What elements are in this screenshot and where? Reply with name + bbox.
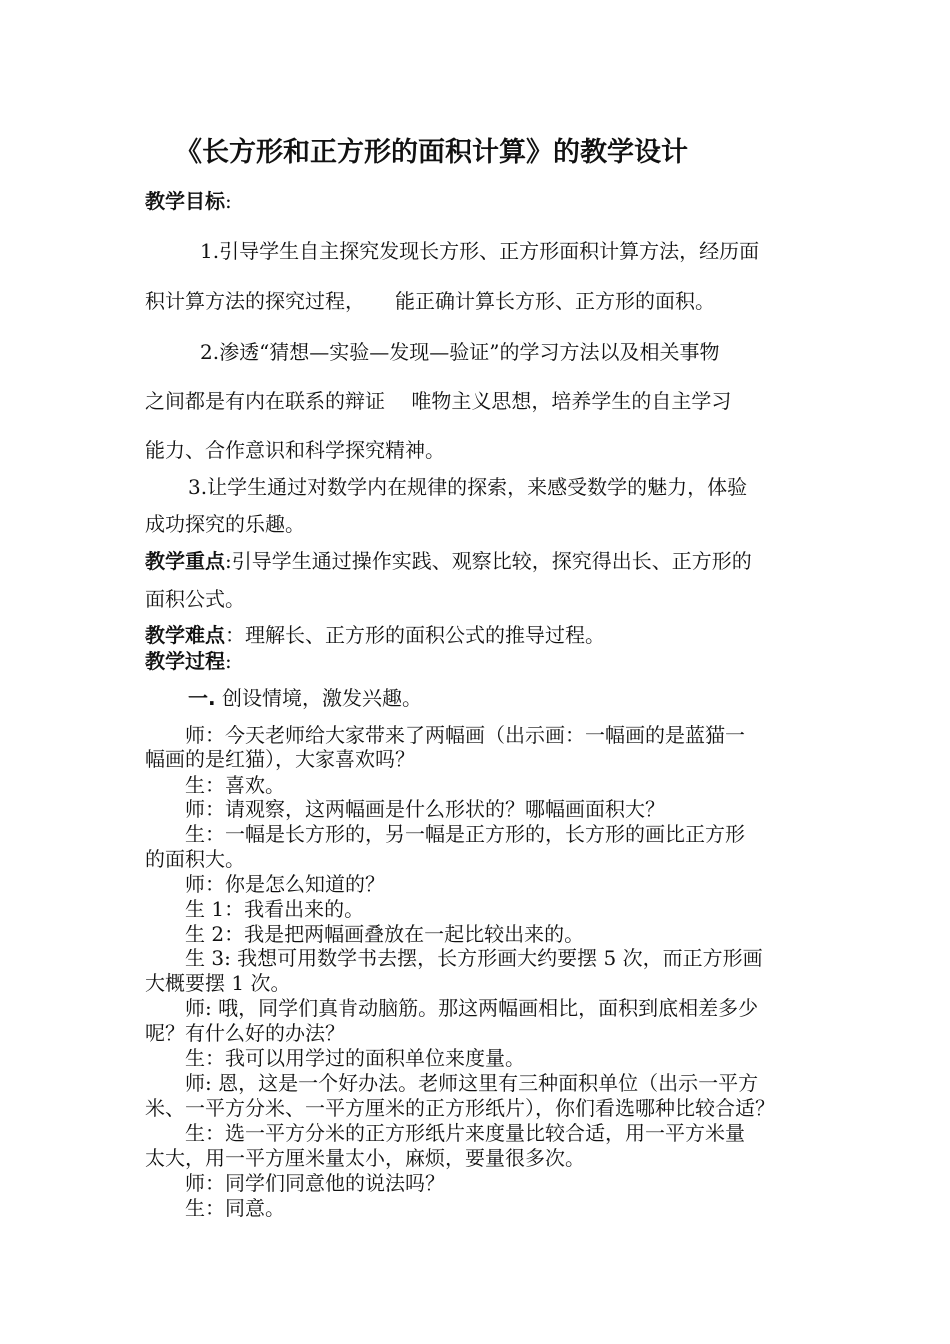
difficulty-line: [145, 622, 605, 648]
objective-2-line-2: 之间都是有内在联系的辩证 唯物主义思想，培养学生的自主学习: [145, 389, 732, 413]
section-1-heading: [188, 685, 422, 711]
dialogue-line: 师：今天老师给大家带来了两幅画（出示画：一幅画的是蓝猫一: [145, 723, 745, 747]
section-1-title: 创设情境，激发兴趣。: [215, 686, 422, 710]
dialogue-line: 生：喜欢。: [145, 773, 285, 797]
objectives-heading-line: [145, 188, 232, 214]
section-1-number: 一.: [188, 686, 216, 710]
dialogue-line: 师：同学们同意他的说法吗？: [145, 1171, 445, 1195]
dialogue-line: 幅画的是红猫），大家喜欢吗？: [145, 747, 415, 771]
difficulty-text: ：理解长、正方形的面积公式的推导过程。: [225, 623, 605, 647]
objective-3-line-1: 3.让学生通过对数学内在规律的探索，来感受数学的魅力，体验: [188, 475, 748, 499]
document-title: 《长方形和正方形的面积计算》的教学设计: [175, 137, 688, 168]
dialogue-line: 师：请观察，这两幅画是什么形状的？哪幅画面积大？: [145, 797, 665, 821]
dialogue-line: 生 1：我看出来的。: [145, 897, 365, 921]
objectives-colon: :: [225, 189, 232, 213]
dialogue-line: 米、一平方分米、一平方厘米的正方形纸片），你们看选哪种比较合适？: [145, 1096, 775, 1120]
dialogue-line: 生：选一平方分米的正方形纸片来度量比较合适，用一平方米量: [145, 1121, 745, 1145]
process-colon: :: [225, 649, 232, 673]
process-heading-line: [145, 648, 232, 674]
dialogue-line: 太大，用一平方厘米量太小，麻烦，要量很多次。: [145, 1146, 585, 1170]
dialogue-line: 师: 恩，这是一个好办法。老师这里有三种面积单位（出示一平方: [145, 1071, 759, 1095]
key-point-line-1: [145, 548, 752, 574]
objective-3-line-2: 成功探究的乐趣。: [145, 512, 305, 536]
dialogue-line: 生 3: 我想可用数学书去摆，长方形画大约要摆 5 次，而正方形画: [145, 946, 763, 970]
dialogue-line: 的面积大。: [145, 847, 245, 871]
process-heading: 教学过程: [145, 649, 225, 673]
objective-2-line-1: 2.渗透“猜想—实验—发现—验证”的学习方法以及相关事物: [200, 340, 720, 364]
dialogue-line: 生 2：我是把两幅画叠放在一起比较出来的。: [145, 922, 585, 946]
objectives-heading: 教学目标: [145, 189, 225, 213]
dialogue-line: 生：一幅是长方形的，另一幅是正方形的，长方形的画比正方形: [145, 822, 745, 846]
objective-2-line-3: 能力、合作意识和科学探究精神。: [145, 438, 445, 462]
dialogue-line: 生：我可以用学过的面积单位来度量。: [145, 1046, 525, 1070]
dialogue-line: 师：你是怎么知道的？: [145, 872, 385, 896]
key-point-line-2: 面积公式。: [145, 587, 245, 611]
dialogue-line: 师: 哦，同学们真肯动脑筋。那这两幅画相比，面积到底相差多少: [145, 996, 759, 1020]
objective-1-line-2: 积计算方法的探究过程， 能正确计算长方形、正方形的面积。: [145, 289, 715, 313]
dialogue-line: 生：同意。: [145, 1196, 285, 1220]
objective-1-line-1: 1.引导学生自主探究发现长方形、正方形面积计算方法，经历面: [200, 239, 760, 263]
key-point-label: 教学重点: [145, 549, 225, 573]
dialogue-line: 大概要摆 1 次。: [145, 971, 291, 995]
difficulty-label: 教学难点: [145, 623, 225, 647]
key-point-text: :引导学生通过操作实践、观察比较，探究得出长、正方形的: [225, 549, 752, 573]
dialogue-line: 呢？有什么好的办法？: [145, 1021, 345, 1045]
